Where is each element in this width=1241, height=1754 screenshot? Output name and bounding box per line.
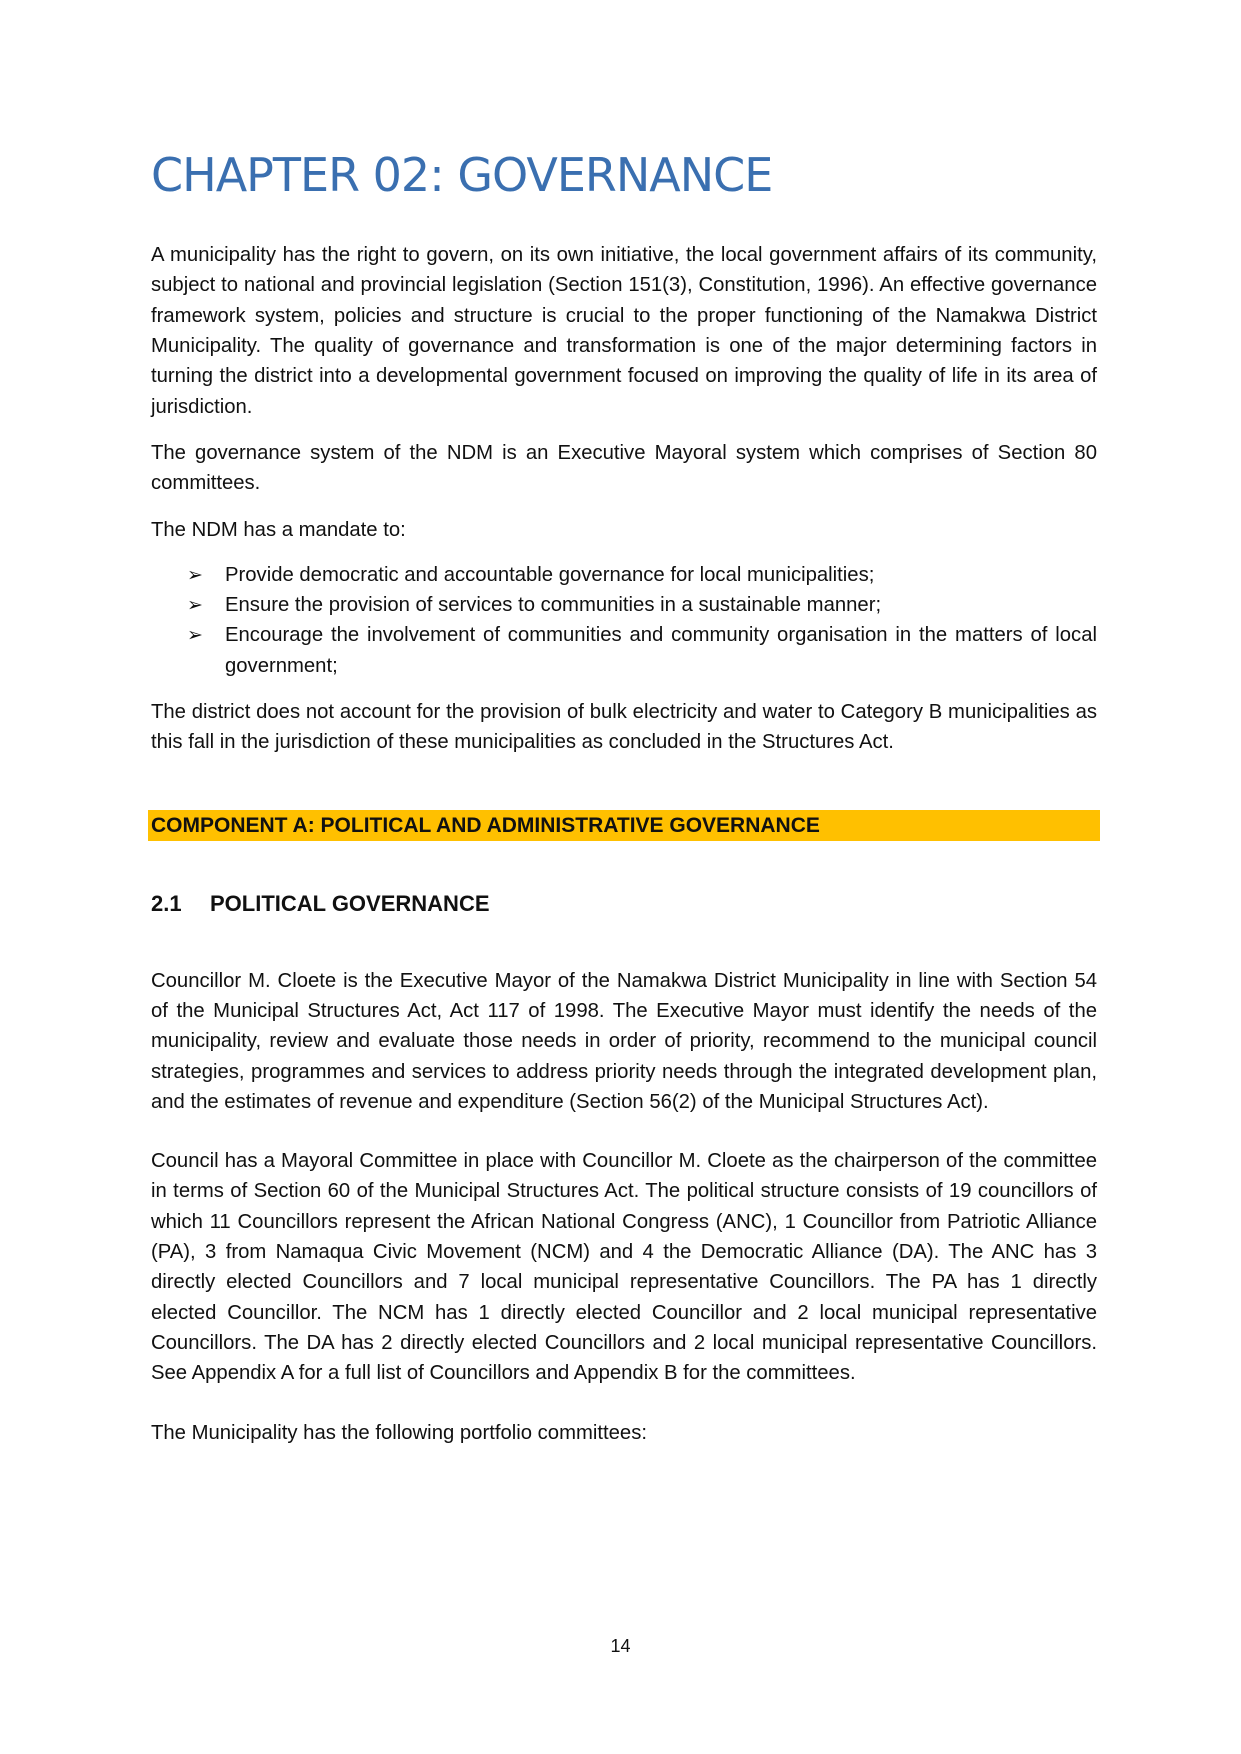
- chapter-title: CHAPTER 02: GOVERNANCE: [151, 148, 773, 202]
- mandate-item-text: Encourage the involvement of communities and community organisation in the matters of local government;: [225, 624, 1097, 677]
- governance-system-paragraph: The governance system of the NDM is an Executive Mayoral system which comprises of Section 80 committees.: [151, 441, 1097, 495]
- arrow-bullet-icon: ➢: [187, 563, 203, 586]
- mandate-lead-text: The NDM has a mandate to:: [151, 518, 406, 541]
- portfolio-committees-lead: The Municipality has the following portfolio committees:: [151, 1421, 647, 1444]
- page-content: [151, 148, 1097, 1448]
- mandate-item-text: Ensure the provision of services to communities in a sustainable manner;: [225, 594, 882, 617]
- arrow-bullet-icon: ➢: [187, 594, 203, 617]
- section-number: 2.1: [151, 890, 182, 916]
- mayoral-committee-paragraph: Council has a Mayoral Committee in place with Councillor M. Cloete as the chairperson of the committee in terms of Section 60 of the Municipal Structures Act. The political structure consists of 19 councillors of which 11 Councillors represent the African National Congress (ANC), 1 Councillor from Patriotic Alliance (PA), 3 from Namaqua Civic Movement (NCM) and 4 the Democratic Alliance (DA). The ANC has 3 directly elected Councillors and 7 local municipal representative Councillors. The PA has 1 directly elected Councillor. The NCM has 1 directly elected Councillor and 2 local municipal representative Councillors. The DA has 2 directly elected Councillors and 2 local municipal representative Councillors. See Appendix A for a full list of Councillors and Appendix B for the committees.: [151, 1150, 1097, 1385]
- arrow-bullet-icon: ➢: [187, 624, 203, 647]
- section-title: POLITICAL GOVERNANCE: [210, 890, 490, 916]
- list-item: [187, 560, 1097, 590]
- intro-paragraph: A municipality has the right to govern, on its own initiative, the local government affairs of its community, subject to national and provincial legislation (Section 151(3), Constitution, 1996). An effective governance framework system, policies and structure is crucial to the proper functioning of the Namakwa District Municipality. The quality of governance and transformation is one of the major determining factors in turning the district into a developmental government focused on improving the quality of life in its area of jurisdiction.: [151, 244, 1097, 418]
- page-number: 14: [610, 1636, 631, 1656]
- mandate-list: [151, 560, 1097, 681]
- component-a-heading: COMPONENT A: POLITICAL AND ADMINISTRATIVE GOVERNANCE: [148, 810, 1100, 841]
- list-item: [187, 620, 1097, 681]
- list-item: [187, 590, 1097, 620]
- mandate-item-text: Provide democratic and accountable governance for local municipalities;: [225, 563, 875, 586]
- district-paragraph: The district does not account for the provision of bulk electricity and water to Category B municipalities as this fall in the jurisdiction of these municipalities as concluded in the Structures Act.: [151, 701, 1097, 754]
- section-heading: [151, 889, 1097, 919]
- executive-mayor-paragraph: Councillor M. Cloete is the Executive Mayor of the Namakwa District Municipality in line with Section 54 of the Municipal Structures Act, Act 117 of 1998. The Executive Mayor must identify the needs of the municipality, review and evaluate those needs in order of priority, recommend to the municipal council strategies, programmes and services to address priority needs through the integrated development plan, and the estimates of revenue and expenditure (Section 56(2) of the Municipal Structures Act).: [151, 969, 1097, 1113]
